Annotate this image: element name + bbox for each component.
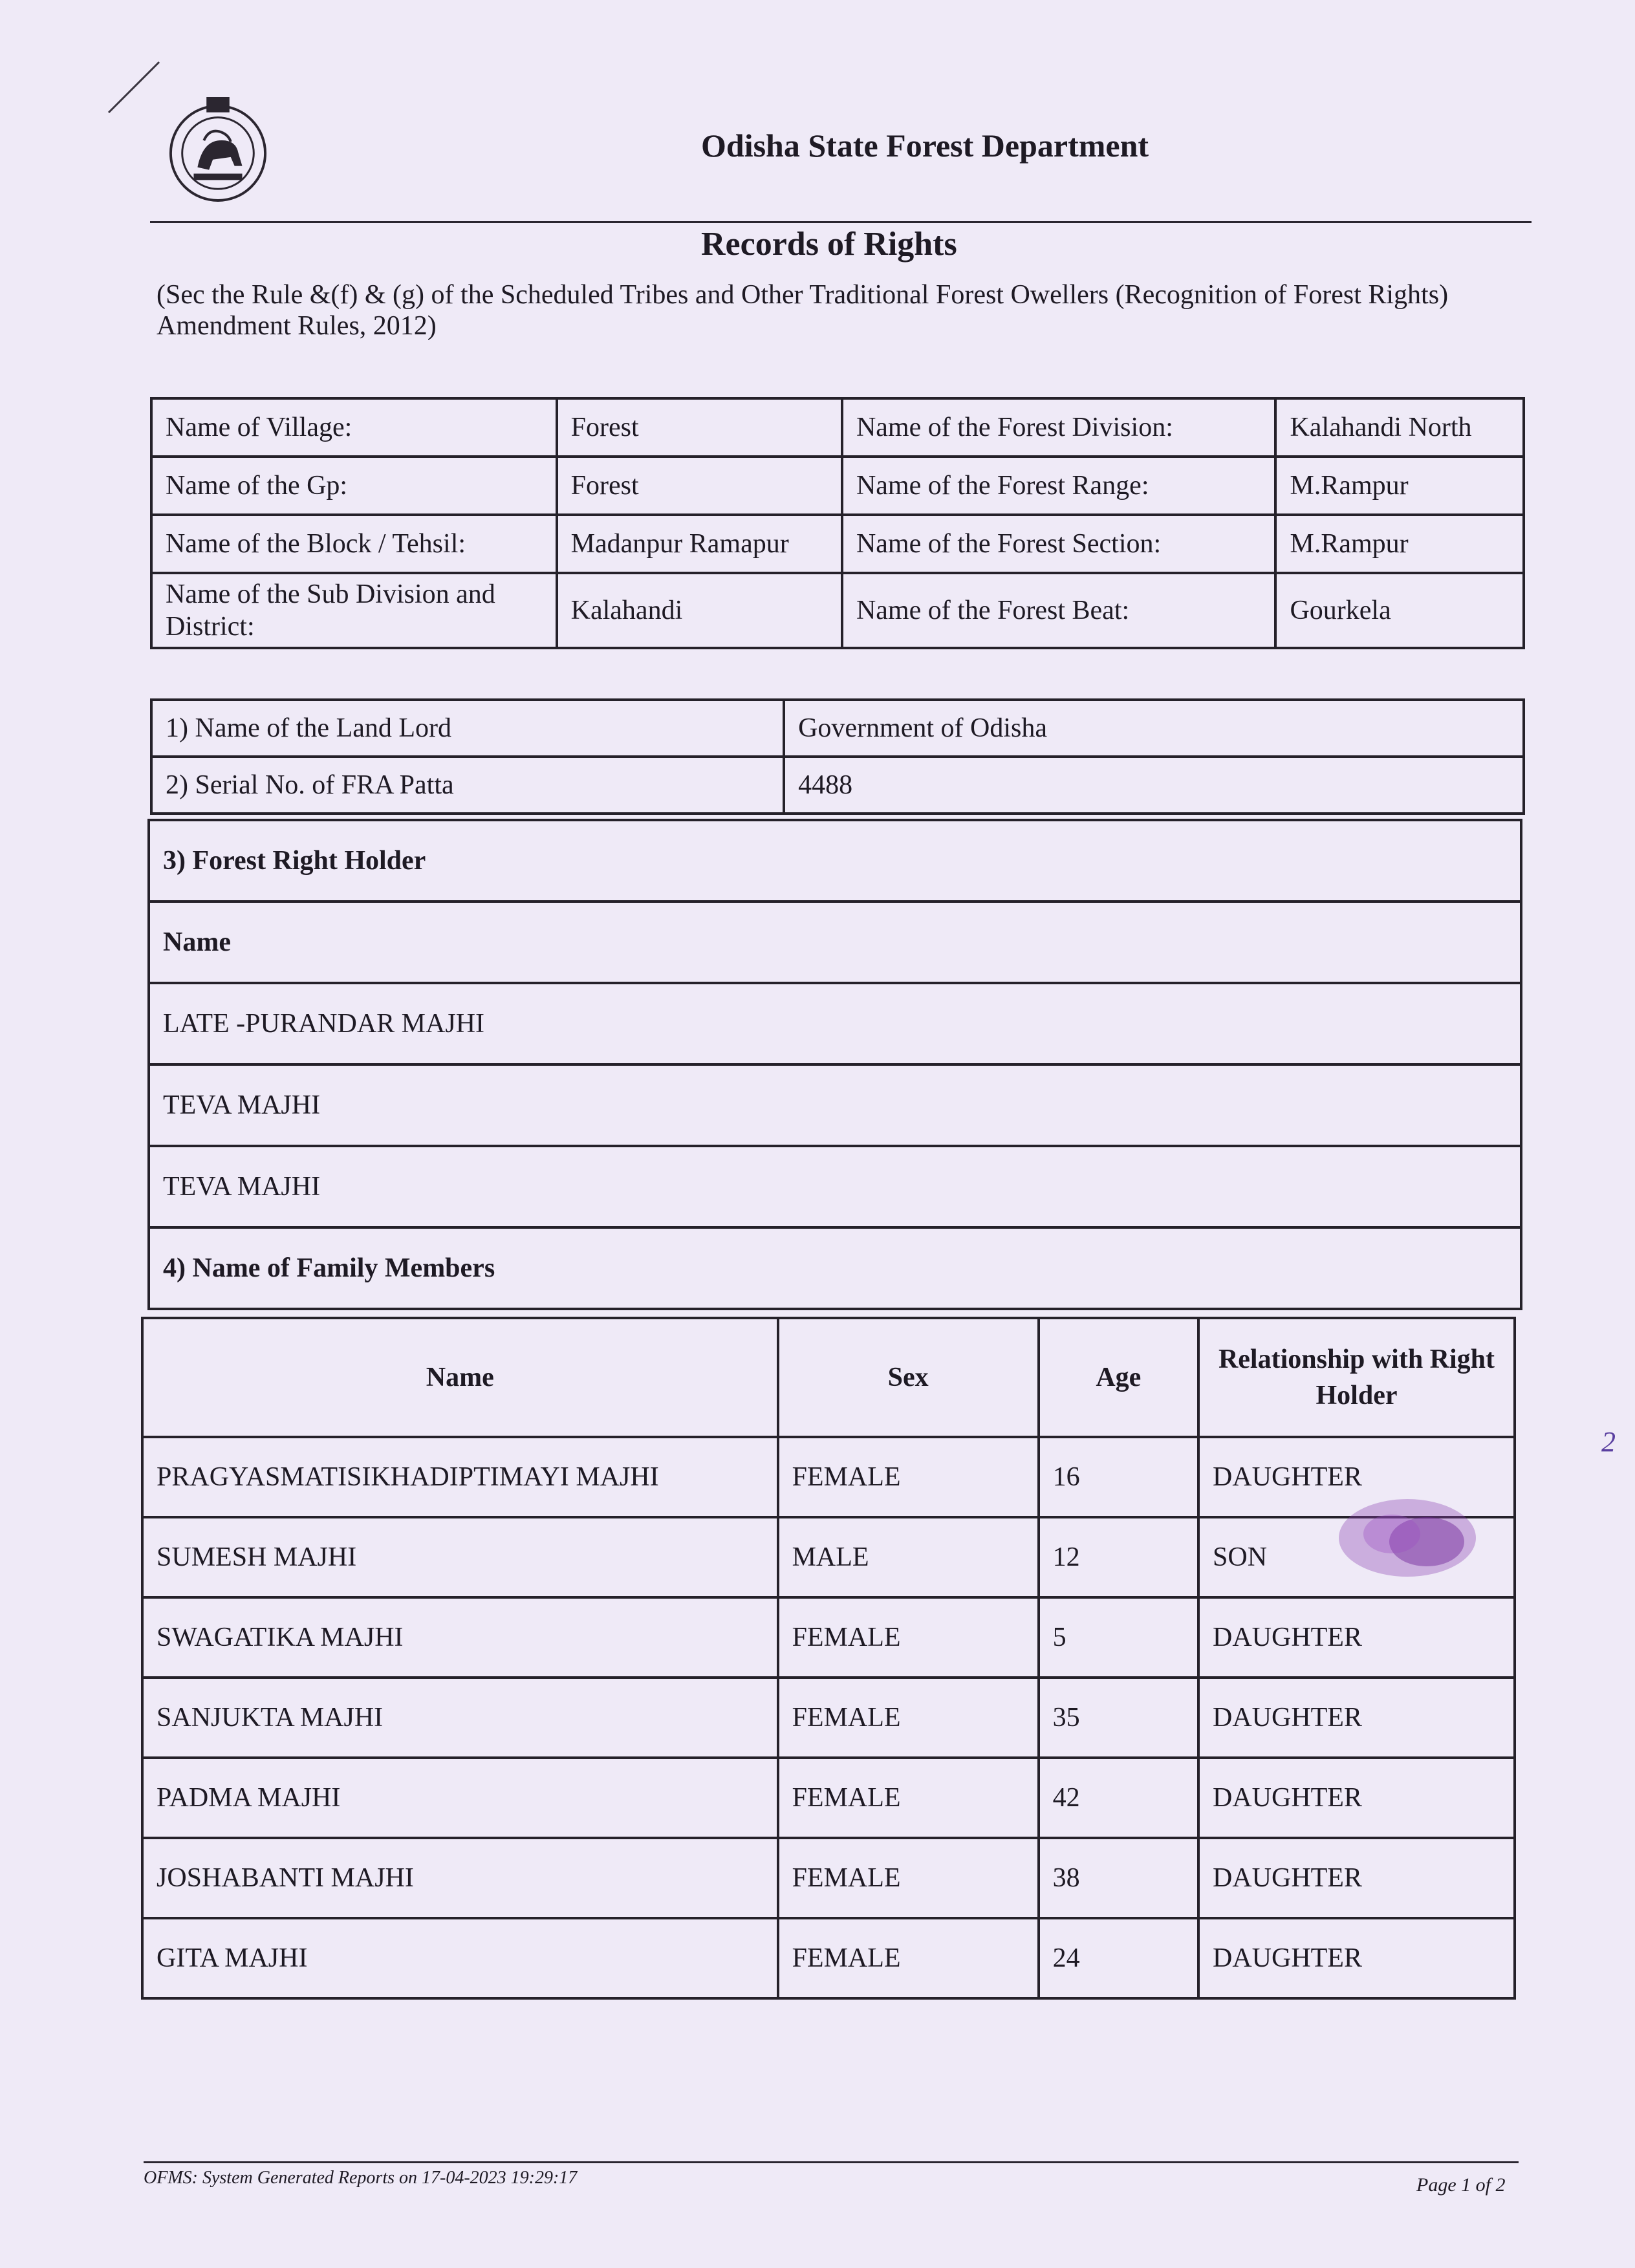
field-value: Madanpur Ramapur bbox=[557, 515, 842, 573]
table-row bbox=[149, 1064, 1521, 1146]
table-row bbox=[151, 457, 1524, 515]
field-value: Kalahandi bbox=[557, 573, 842, 648]
member-name: SWAGATIKA MAJHI bbox=[142, 1597, 778, 1678]
field-label: Name of the Forest Section: bbox=[842, 515, 1276, 573]
member-name: PRAGYASMATISIKHADIPTIMAYI MAJHI bbox=[142, 1437, 778, 1517]
field-value: Forest bbox=[557, 457, 842, 515]
field-label: 2) Serial No. of FRA Patta bbox=[151, 757, 784, 814]
section-heading-row bbox=[149, 1227, 1521, 1309]
field-value: Forest bbox=[557, 398, 842, 457]
field-value: Government of Odisha bbox=[784, 700, 1524, 757]
column-header: Relationship with Right Holder bbox=[1198, 1318, 1515, 1437]
field-label: Name of Village: bbox=[151, 398, 557, 457]
field-label: Name of the Forest Division: bbox=[842, 398, 1276, 457]
footer-page-number: Page 1 of 2 bbox=[1416, 2174, 1506, 2196]
member-relationship: DAUGHTER bbox=[1198, 1838, 1515, 1918]
member-relationship: SON bbox=[1198, 1517, 1515, 1597]
field-value: Kalahandi North bbox=[1275, 398, 1524, 457]
member-age: 38 bbox=[1039, 1838, 1198, 1918]
table-row bbox=[149, 1146, 1521, 1227]
department-title: Odisha State Forest Department bbox=[701, 127, 1149, 164]
member-sex: FEMALE bbox=[778, 1838, 1039, 1918]
member-age: 42 bbox=[1039, 1758, 1198, 1838]
section-heading-row bbox=[149, 820, 1521, 902]
field-label: Name of the Gp: bbox=[151, 457, 557, 515]
header-divider bbox=[150, 221, 1532, 223]
footer-divider bbox=[144, 2161, 1519, 2163]
footer-report-info: OFMS: System Generated Reports on 17-04-2023 19:29:17 bbox=[144, 2168, 578, 2188]
member-name: JOSHABANTI MAJHI bbox=[142, 1838, 778, 1918]
land-details-table bbox=[150, 698, 1525, 815]
table-row bbox=[151, 398, 1524, 457]
section-heading: 4) Name of Family Members bbox=[149, 1227, 1521, 1309]
column-header: Name bbox=[149, 902, 1521, 983]
member-relationship: DAUGHTER bbox=[1198, 1678, 1515, 1758]
field-value: Gourkela bbox=[1275, 573, 1524, 648]
table-row bbox=[151, 700, 1524, 757]
member-sex: FEMALE bbox=[778, 1758, 1039, 1838]
table-row bbox=[151, 757, 1524, 814]
member-name: GITA MAJHI bbox=[142, 1918, 778, 1998]
table-row bbox=[142, 1758, 1515, 1838]
member-relationship: DAUGHTER bbox=[1198, 1437, 1515, 1517]
column-header: Sex bbox=[778, 1318, 1039, 1437]
field-label: Name of the Forest Beat: bbox=[842, 573, 1276, 648]
table-row bbox=[151, 573, 1524, 648]
document-subtitle: (Sec the Rule &(f) & (g) of the Scheduled Tribes and Other Traditional Forest Owellers (Recognition of Forest Rights) Amendment Rules, 2012) bbox=[157, 280, 1449, 341]
member-relationship: DAUGHTER bbox=[1198, 1758, 1515, 1838]
ink-stamp-icon bbox=[1330, 1486, 1485, 1590]
field-label: Name of the Sub Division and District: bbox=[151, 573, 557, 648]
member-sex: FEMALE bbox=[778, 1918, 1039, 1998]
column-header-row bbox=[142, 1318, 1515, 1437]
member-name: PADMA MAJHI bbox=[142, 1758, 778, 1838]
odisha-emblem-icon bbox=[167, 91, 269, 206]
table-row bbox=[142, 1838, 1515, 1918]
member-sex: FEMALE bbox=[778, 1597, 1039, 1678]
table-row bbox=[149, 983, 1521, 1064]
handwritten-mark: 2 bbox=[1601, 1426, 1616, 1458]
table-row bbox=[142, 1918, 1515, 1998]
member-relationship: DAUGHTER bbox=[1198, 1597, 1515, 1678]
holder-name: TEVA MAJHI bbox=[149, 1146, 1521, 1227]
table-row bbox=[142, 1597, 1515, 1678]
member-age: 12 bbox=[1039, 1517, 1198, 1597]
field-label: Name of the Forest Range: bbox=[842, 457, 1276, 515]
table-row bbox=[142, 1517, 1515, 1597]
forest-right-holder-table bbox=[147, 819, 1522, 1310]
field-label: Name of the Block / Tehsil: bbox=[151, 515, 557, 573]
pen-mark-icon bbox=[103, 58, 162, 116]
member-relationship: DAUGHTER bbox=[1198, 1918, 1515, 1998]
holder-name: LATE -PURANDAR MAJHI bbox=[149, 983, 1521, 1064]
member-name: SUMESH MAJHI bbox=[142, 1517, 778, 1597]
family-members-table bbox=[141, 1317, 1516, 2000]
table-row bbox=[151, 515, 1524, 573]
section-heading: 3) Forest Right Holder bbox=[149, 820, 1521, 902]
member-age: 35 bbox=[1039, 1678, 1198, 1758]
holder-name: TEVA MAJHI bbox=[149, 1064, 1521, 1146]
member-age: 5 bbox=[1039, 1597, 1198, 1678]
field-label: 1) Name of the Land Lord bbox=[151, 700, 784, 757]
table-row bbox=[142, 1678, 1515, 1758]
member-sex: FEMALE bbox=[778, 1678, 1039, 1758]
table-row bbox=[142, 1437, 1515, 1517]
member-name: SANJUKTA MAJHI bbox=[142, 1678, 778, 1758]
field-value: M.Rampur bbox=[1275, 457, 1524, 515]
field-value: 4488 bbox=[784, 757, 1524, 814]
member-sex: FEMALE bbox=[778, 1437, 1039, 1517]
location-table bbox=[150, 397, 1525, 649]
field-value: M.Rampur bbox=[1275, 515, 1524, 573]
column-header: Name bbox=[142, 1318, 778, 1437]
column-header: Age bbox=[1039, 1318, 1198, 1437]
column-header-row bbox=[149, 902, 1521, 983]
member-sex: MALE bbox=[778, 1517, 1039, 1597]
member-age: 16 bbox=[1039, 1437, 1198, 1517]
member-age: 24 bbox=[1039, 1918, 1198, 1998]
document-title: Records of Rights bbox=[701, 226, 957, 263]
